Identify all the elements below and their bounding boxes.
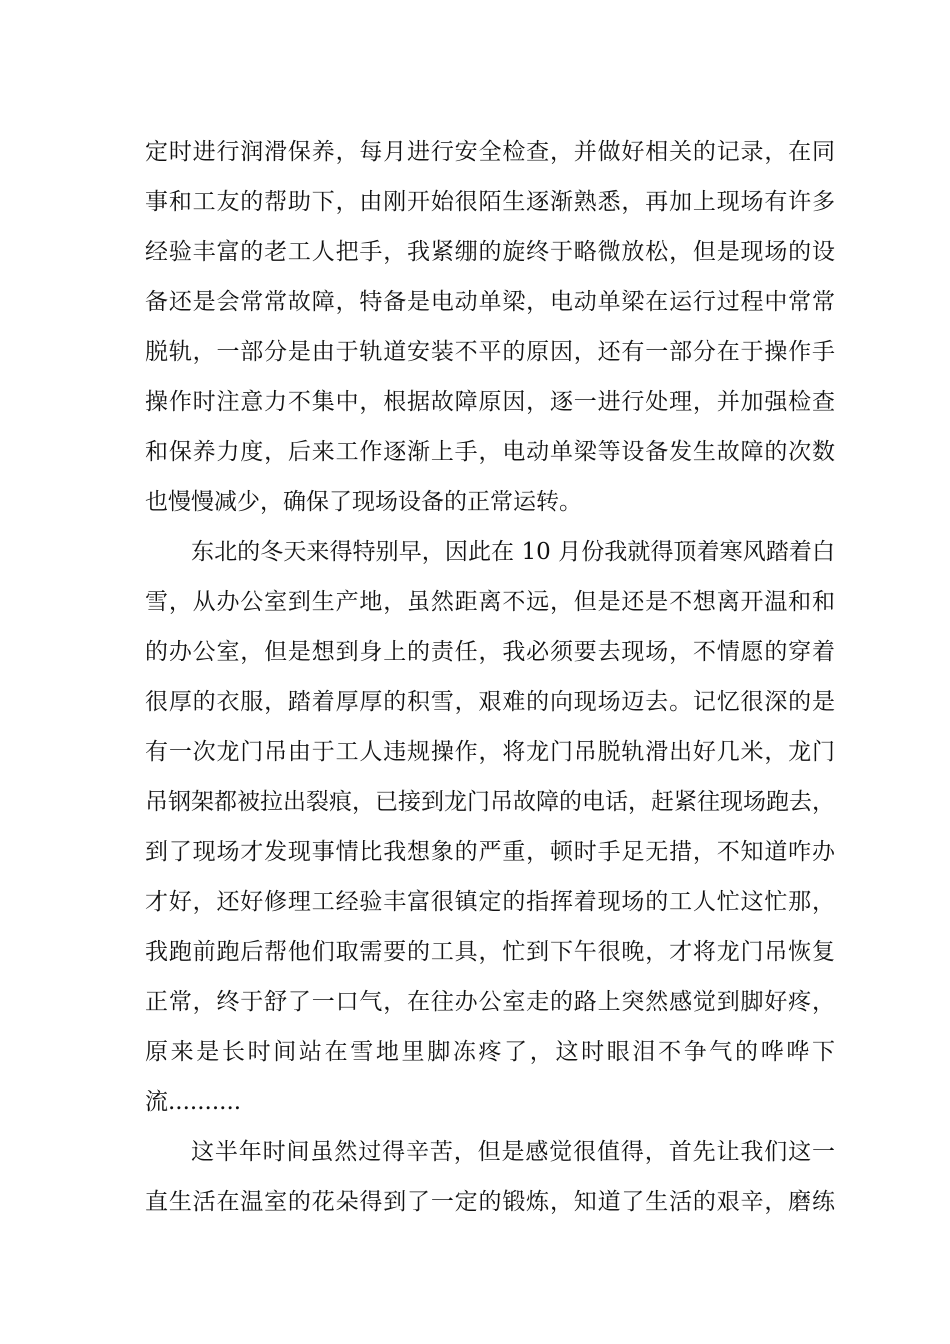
text-line: 才好，还好修理工经验丰富很镇定的指挥着现场的工人忙这忙那，	[145, 889, 835, 915]
text-line: 雪，从办公室到生产地，虽然距离不远，但是还是不想离开温和和	[145, 589, 835, 615]
text-line: 吊钢架都被拉出裂痕，已接到龙门吊故障的电话，赶紧往现场跑去，	[145, 789, 835, 815]
paragraph-3	[145, 1127, 835, 1227]
text-line: 很厚的衣服，踏着厚厚的积雪，艰难的向现场迈去。记忆很深的是	[145, 689, 835, 715]
text-line: 也慢慢减少，确保了现场设备的正常运转。	[145, 489, 582, 515]
paragraph-2	[145, 527, 835, 1127]
text-line: 到了现场才发现事情比我想象的严重，顿时手足无措，不知道咋办	[145, 839, 835, 865]
text-line: 经验丰富的老工人把手，我紧绷的旋终于略微放松，但是现场的设	[145, 239, 835, 265]
text-line: 定时进行润滑保养，每月进行安全检查，并做好相关的记录，在同	[145, 139, 835, 165]
text-line: 流..........	[145, 1089, 242, 1115]
text-line: 直生活在温室的花朵得到了一定的锻炼，知道了生活的艰辛，磨练	[145, 1189, 835, 1215]
text-line: 的办公室，但是想到身上的责任，我必须要去现场，不情愿的穿着	[145, 639, 835, 665]
text-line: 这半年时间虽然过得辛苦，但是感觉很值得，首先让我们这一	[191, 1139, 835, 1165]
text-line: 操作时注意力不集中，根据故障原因，逐一进行处理，并加强检查	[145, 389, 835, 415]
document-body	[145, 127, 835, 1227]
text-line: 脱轨，一部分是由于轨道安装不平的原因，还有一部分在于操作手	[145, 339, 835, 365]
text-line: 有一次龙门吊由于工人违规操作，将龙门吊脱轨滑出好几米，龙门	[145, 739, 835, 765]
paragraph-1	[145, 127, 835, 527]
text-line: 正常，终于舒了一口气，在往办公室走的路上突然感觉到脚好疼，	[145, 989, 835, 1015]
text-line: 事和工友的帮助下，由刚开始很陌生逐渐熟悉，再加上现场有许多	[145, 189, 835, 215]
text-line: 原来是长时间站在雪地里脚冻疼了，这时眼泪不争气的哗哗下	[145, 1039, 835, 1065]
text-line: 和保养力度，后来工作逐渐上手，电动单梁等设备发生故障的次数	[145, 439, 835, 465]
text-line: 我跑前跑后帮他们取需要的工具，忙到下午很晚，才将龙门吊恢复	[145, 939, 835, 965]
text-line: 备还是会常常故障，特备是电动单梁，电动单梁在运行过程中常常	[145, 289, 835, 315]
text-line: 东北的冬天来得特别早，因此在 10 月份我就得顶着寒风踏着白	[191, 539, 835, 565]
